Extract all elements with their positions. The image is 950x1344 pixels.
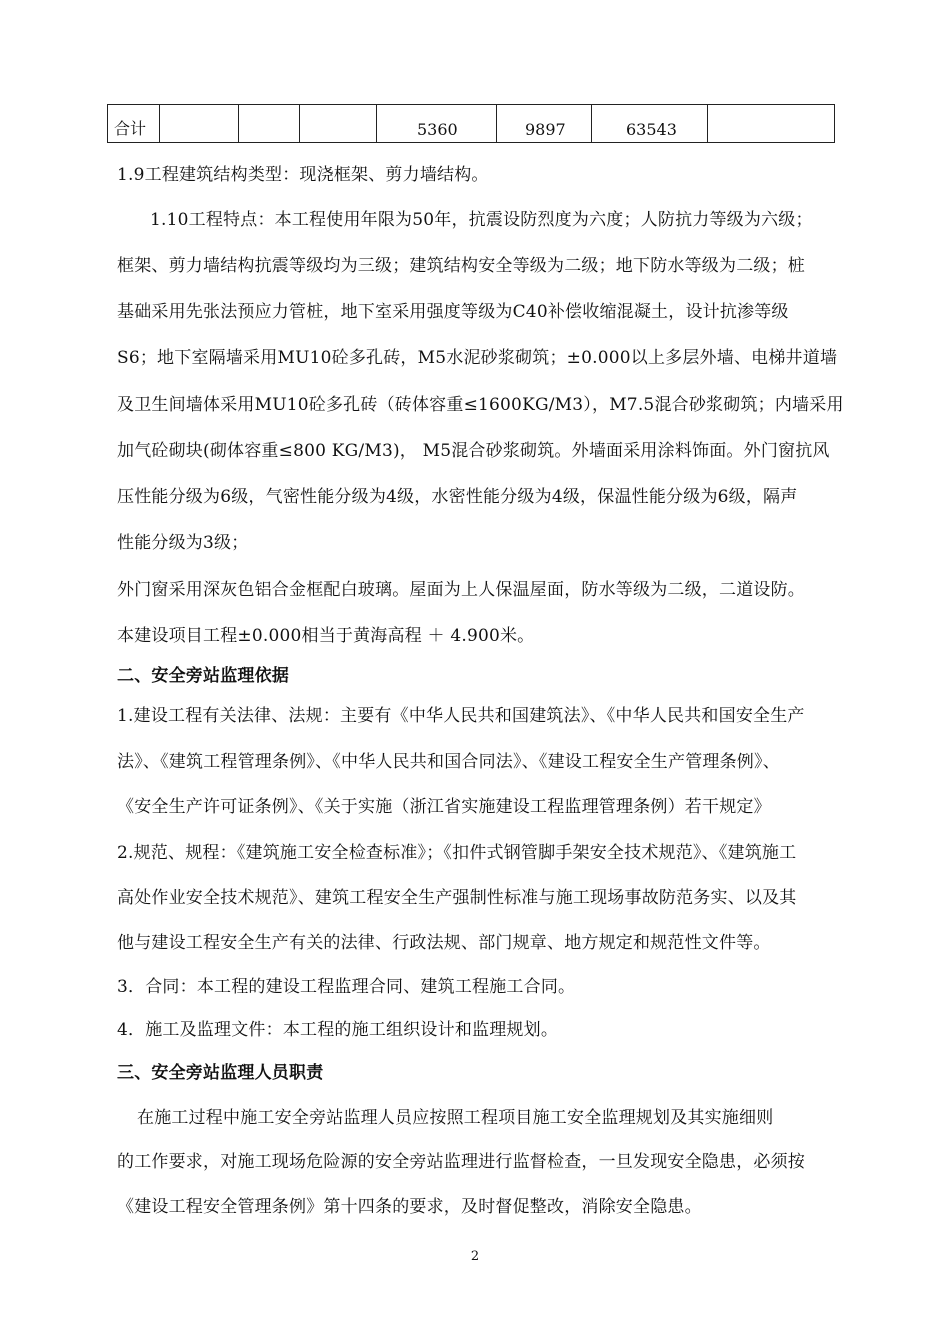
paragraph-line: 加气砼砌块(砌体容重≤800 KG/M3)， M5混合砂浆砌筑。外墙面采用涂料饰面。外门窗抗风 — [117, 441, 830, 461]
table-cell — [160, 105, 239, 143]
paragraph-line: 1.10工程特点：本工程使用年限为50年，抗震设防烈度为六度；人防抗力等级为六级； — [150, 210, 813, 230]
table-cell: 5360 — [377, 105, 497, 143]
paragraph-line: 法》、《建筑工程管理条例》、《中华人民共和国合同法》、《建设工程安全生产管理条例》、 — [117, 752, 780, 772]
section-heading: 三、安全旁站监理人员职责 — [117, 1063, 324, 1083]
table-cell: 63543 — [592, 105, 708, 143]
paragraph-line: 基础采用先张法预应力管桩，地下室采用强度等级为C40补偿收缩混凝土，设计抗渗等级 — [117, 302, 789, 322]
page-number: 2 — [470, 1249, 480, 1264]
paragraph-line: 在施工过程中施工安全旁站监理人员应按照工程项目施工安全监理规划及其实施细则 — [137, 1108, 774, 1128]
paragraph-line: 4．施工及监理文件：本工程的施工组织设计和监理规划。 — [117, 1020, 559, 1040]
paragraph-line: 框架、剪力墙结构抗震等级均为三级；建筑结构安全等级为二级；地下防水等级为二级；桩 — [117, 256, 805, 276]
table-cell — [708, 105, 835, 143]
paragraph-line: 2.规范、规程：《建筑施工安全检查标准》；《扣件式钢管脚手架安全技术规范》、《建筑施工 — [117, 843, 797, 863]
paragraph-line: 1.9工程建筑结构类型：现浇框架、剪力墙结构。 — [117, 165, 489, 185]
totals-table — [107, 104, 835, 143]
paragraph-line: 本建设项目工程±0.000相当于黄海高程 ＋ 4.900米。 — [117, 626, 535, 646]
table-cell — [300, 105, 377, 143]
paragraph-line: 外门窗采用深灰色铝合金框配白玻璃。屋面为上人保温屋面，防水等级为二级，二道设防。 — [117, 580, 805, 600]
section-heading: 二、安全旁站监理依据 — [117, 666, 289, 686]
paragraph-line: 压性能分级为6级，气密性能分级为4级，水密性能分级为4级，保温性能分级为6级，隔声 — [117, 487, 798, 507]
table-cell: 9897 — [497, 105, 592, 143]
paragraph-line: 性能分级为3级； — [117, 533, 249, 553]
paragraph-line: 3．合同：本工程的建设工程监理合同、建筑工程施工合同。 — [117, 977, 576, 997]
table-cell — [239, 105, 300, 143]
paragraph-line: 的工作要求，对施工现场危险源的安全旁站监理进行监督检查，一旦发现安全隐患，必须按 — [117, 1152, 805, 1172]
paragraph-line: 《建设工程安全管理条例》第十四条的要求，及时督促整改，消除安全隐患。 — [117, 1197, 702, 1217]
paragraph-line: S6；地下室隔墙采用MU10砼多孔砖，M5水泥砂浆砌筑；±0.000以上多层外墙、电梯井道墙 — [117, 348, 838, 368]
paragraph-line: 高处作业安全技术规范》、建筑工程安全生产强制性标准与施工现场事故防范务实、以及其 — [117, 888, 797, 908]
paragraph-line: 《安全生产许可证条例》、《关于实施（浙江省实施建设工程监理管理条例）若干规定》 — [117, 797, 771, 817]
paragraph-line: 1.建设工程有关法律、法规：主要有《中华人民共和国建筑法》、《中华人民共和国安全生产 — [117, 706, 805, 726]
table-row — [108, 105, 835, 143]
paragraph-line: 他与建设工程安全生产有关的法律、行政法规、部门规章、地方规定和规范性文件等。 — [117, 933, 771, 953]
table-cell-label: 合计 — [108, 105, 160, 143]
paragraph-line: 及卫生间墙体采用MU10砼多孔砖（砖体容重≤1600KG/M3），M7.5混合砂浆砌筑；内墙采用 — [117, 395, 844, 415]
